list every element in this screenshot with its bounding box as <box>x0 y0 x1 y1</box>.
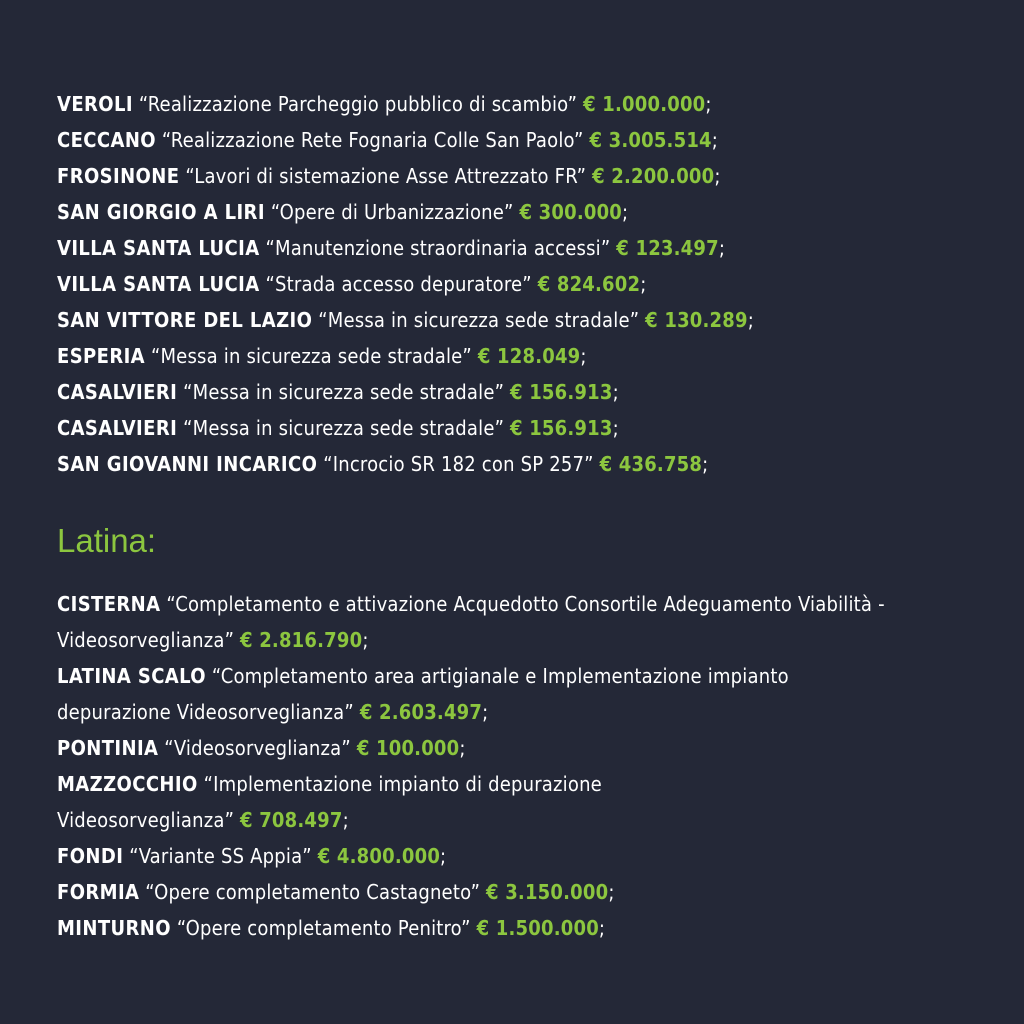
entry-separator: ; <box>714 164 721 188</box>
funding-amount: € 100.000 <box>356 736 460 760</box>
municipality-name: VILLA SANTA LUCIA <box>57 272 260 296</box>
entry-separator: ; <box>598 916 606 940</box>
entry-separator: ; <box>459 736 466 760</box>
entry-separator: ; <box>440 844 447 868</box>
project-description: “Opere completamento Penitro” <box>176 916 471 940</box>
funding-amount: € 1.500.000 <box>476 916 599 940</box>
funding-amount: € 2.200.000 <box>592 164 715 188</box>
project-description: “Implementazione impianto di depurazione Videosorveglianza” <box>57 772 602 832</box>
funding-amount: € 436.758 <box>599 452 703 476</box>
funding-amount: € 300.000 <box>519 200 623 224</box>
project-entry <box>57 122 754 158</box>
municipality-name: SAN VITTORE DEL LAZIO <box>57 308 313 332</box>
project-entry <box>57 910 897 946</box>
municipality-name: CASALVIERI <box>57 380 178 404</box>
project-entry <box>57 730 897 766</box>
entry-separator: ; <box>705 92 712 116</box>
funding-amount: € 824.602 <box>537 272 641 296</box>
project-entry <box>57 658 897 730</box>
municipality-name: MAZZOCCHIO <box>57 772 198 796</box>
project-entry <box>57 766 697 838</box>
municipality-name: CISTERNA <box>57 592 161 616</box>
project-entry <box>57 302 754 338</box>
funding-amount: € 156.913 <box>510 416 613 440</box>
funding-amount: € 156.913 <box>510 380 613 404</box>
project-entry <box>57 266 754 302</box>
project-description: “Messa in sicurezza sede stradale” <box>183 416 505 440</box>
funding-amount: € 128.049 <box>477 344 581 368</box>
municipality-name: FROSINONE <box>57 164 180 188</box>
entry-separator: ; <box>612 380 619 404</box>
entry-separator: ; <box>482 700 489 724</box>
project-description: “Manutenzione straordinaria accessi” <box>265 236 611 260</box>
entry-separator: ; <box>342 808 349 832</box>
funding-amount: € 123.497 <box>616 236 719 260</box>
project-entry <box>57 86 754 122</box>
funding-amount: € 708.497 <box>240 808 343 832</box>
project-description: “Variante SS Appia” <box>129 844 312 868</box>
project-entry <box>57 410 754 446</box>
project-entry <box>57 446 754 482</box>
entry-separator: ; <box>612 416 619 440</box>
municipality-name: CECCANO <box>57 128 156 152</box>
latina-project-list <box>57 586 897 946</box>
municipality-name: SAN GIOVANNI INCARICO <box>57 452 318 476</box>
latina-section-heading: Latina: <box>57 522 157 559</box>
entry-separator: ; <box>747 308 754 332</box>
funding-amount: € 1.000.000 <box>583 92 706 116</box>
entry-separator: ; <box>362 628 369 652</box>
municipality-name: MINTURNO <box>57 916 171 940</box>
municipality-name: SAN GIORGIO A LIRI <box>57 200 265 224</box>
entry-separator: ; <box>622 200 629 224</box>
municipality-name: VEROLI <box>57 92 133 116</box>
project-description: “Lavori di sistemazione Asse Attrezzato FR” <box>185 164 587 188</box>
municipality-name: FORMIA <box>57 880 140 904</box>
entry-separator: ; <box>711 128 719 152</box>
funding-amount: € 2.603.497 <box>359 700 483 724</box>
entry-separator: ; <box>580 344 587 368</box>
funding-amount: € 4.800.000 <box>317 844 441 868</box>
project-description: “Incrocio SR 182 con SP 257” <box>323 452 594 476</box>
project-description: “Completamento e attivazione Acquedotto Consortile Adeguamento Viabilità - Videosorveglianza” <box>57 592 885 652</box>
project-description: “Messa in sicurezza sede stradale” <box>318 308 640 332</box>
project-entry <box>57 194 754 230</box>
project-description: “Completamento area artigianale e Implementazione impianto depurazione Videosorveglianza” <box>57 664 789 724</box>
municipality-name: CASALVIERI <box>57 416 178 440</box>
project-entry <box>57 838 897 874</box>
project-entry <box>57 586 897 658</box>
municipality-name: PONTINIA <box>57 736 159 760</box>
project-entry <box>57 874 897 910</box>
frosinone-project-list <box>57 86 754 482</box>
project-description: “Opere completamento Castagneto” <box>145 880 481 904</box>
project-description: “Strada accesso depuratore” <box>265 272 532 296</box>
entry-separator: ; <box>702 452 709 476</box>
project-entry <box>57 338 754 374</box>
municipality-name: LATINA SCALO <box>57 664 206 688</box>
funding-amount: € 3.150.000 <box>486 880 609 904</box>
municipality-name: FONDI <box>57 844 124 868</box>
project-entry <box>57 158 754 194</box>
entry-separator: ; <box>608 880 615 904</box>
project-description: “Realizzazione Rete Fognaria Colle San Paolo” <box>161 128 584 152</box>
project-entry <box>57 230 754 266</box>
project-description: “Messa in sicurezza sede stradale” <box>150 344 472 368</box>
project-description: “Opere di Urbanizzazione” <box>270 200 514 224</box>
project-description: “Messa in sicurezza sede stradale” <box>183 380 505 404</box>
project-description: “Videosorveglianza” <box>164 736 351 760</box>
funding-amount: € 130.289 <box>645 308 748 332</box>
project-entry <box>57 374 754 410</box>
project-description: “Realizzazione Parcheggio pubblico di scambio” <box>138 92 578 116</box>
entry-separator: ; <box>640 272 647 296</box>
municipality-name: VILLA SANTA LUCIA <box>57 236 260 260</box>
entry-separator: ; <box>718 236 726 260</box>
municipality-name: ESPERIA <box>57 344 146 368</box>
funding-amount: € 3.005.514 <box>589 128 712 152</box>
funding-amount: € 2.816.790 <box>240 628 363 652</box>
